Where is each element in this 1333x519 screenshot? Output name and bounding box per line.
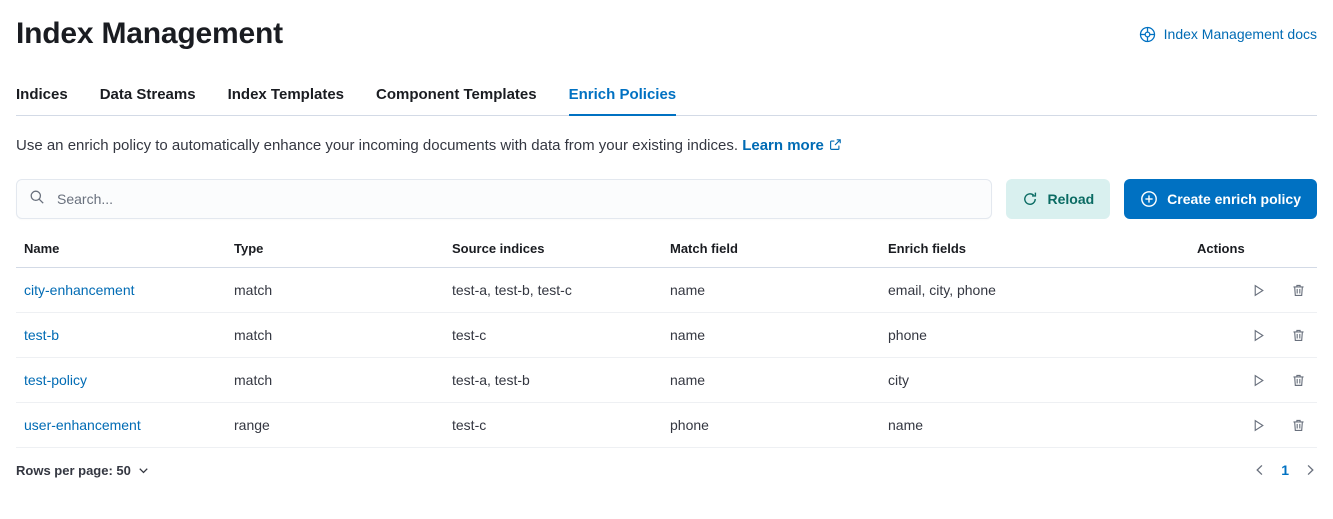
trash-icon[interactable] xyxy=(1289,326,1307,344)
cell-match-field: name xyxy=(670,268,888,313)
cell-source-indices: test-c xyxy=(452,313,670,358)
row-actions xyxy=(1197,326,1307,344)
rows-per-page-label: Rows per page: 50 xyxy=(16,462,131,478)
tab-indices[interactable]: Indices xyxy=(16,86,68,103)
tab-component-templates[interactable]: Component Templates xyxy=(376,86,537,103)
chevron-right-icon[interactable] xyxy=(1303,463,1317,477)
docs-link-label: Index Management docs xyxy=(1163,26,1317,42)
index-management-docs-link[interactable] xyxy=(1139,26,1317,43)
cell-match-field: phone xyxy=(670,403,888,448)
policy-name-link[interactable]: test-policy xyxy=(24,372,88,388)
cell-type: match xyxy=(234,313,452,358)
column-header-source-indices[interactable]: Source indices xyxy=(452,241,670,268)
trash-icon[interactable] xyxy=(1289,281,1307,299)
trash-icon[interactable] xyxy=(1289,416,1307,434)
page-title: Index Management xyxy=(16,17,283,50)
trash-icon[interactable] xyxy=(1289,371,1307,389)
create-enrich-policy-button[interactable] xyxy=(1124,179,1317,219)
page-description xyxy=(16,135,1317,157)
play-icon[interactable] xyxy=(1249,326,1267,344)
cell-enrich-fields: phone xyxy=(888,313,1197,358)
pagination xyxy=(1253,462,1317,478)
learn-more-label: Learn more xyxy=(742,137,824,154)
cell-source-indices: test-a, test-b, test-c xyxy=(452,268,670,313)
reload-button-label: Reload xyxy=(1047,191,1095,207)
cell-enrich-fields: city xyxy=(888,358,1197,403)
column-header-enrich-fields[interactable]: Enrich fields xyxy=(888,241,1197,268)
tab-index-templates[interactable]: Index Templates xyxy=(227,86,345,103)
table-row xyxy=(16,358,1317,403)
column-header-name[interactable]: Name xyxy=(16,241,234,268)
tab-enrich-policies[interactable]: Enrich Policies xyxy=(569,86,677,116)
row-actions xyxy=(1197,281,1307,299)
description-text: Use an enrich policy to automatically enhance your incoming documents with data from your existing indices. xyxy=(16,137,739,154)
cell-match-field: name xyxy=(670,358,888,403)
page-header xyxy=(16,0,1317,54)
external-link-icon xyxy=(829,135,842,157)
cell-source-indices: test-a, test-b xyxy=(452,358,670,403)
table-row xyxy=(16,313,1317,358)
tab-data-streams[interactable]: Data Streams xyxy=(99,86,196,103)
play-icon[interactable] xyxy=(1249,281,1267,299)
reload-button[interactable] xyxy=(1006,179,1110,219)
plus-circle-icon xyxy=(1140,190,1158,208)
column-header-match-field[interactable]: Match field xyxy=(670,241,888,268)
table-footer xyxy=(16,462,1317,478)
rows-per-page-selector[interactable] xyxy=(16,463,150,478)
toolbar xyxy=(16,179,1317,219)
cell-type: range xyxy=(234,403,452,448)
column-header-actions: Actions xyxy=(1197,241,1317,268)
policy-name-link[interactable]: test-b xyxy=(24,327,60,343)
cell-match-field: name xyxy=(670,313,888,358)
cell-enrich-fields: email, city, phone xyxy=(888,268,1197,313)
help-circle-icon xyxy=(1139,26,1156,43)
row-actions xyxy=(1197,416,1307,434)
policy-name-link[interactable]: city-enhancement xyxy=(24,282,135,298)
refresh-icon xyxy=(1022,191,1038,207)
cell-enrich-fields: name xyxy=(888,403,1197,448)
table-row xyxy=(16,268,1317,313)
chevron-down-icon xyxy=(137,464,150,477)
table-header-row xyxy=(16,241,1317,268)
search-icon xyxy=(29,189,55,210)
column-header-type[interactable]: Type xyxy=(234,241,452,268)
enrich-policies-table xyxy=(16,241,1317,448)
cell-type: match xyxy=(234,358,452,403)
search-input[interactable] xyxy=(55,180,979,218)
chevron-left-icon[interactable] xyxy=(1253,463,1267,477)
row-actions xyxy=(1197,371,1307,389)
cell-type: match xyxy=(234,268,452,313)
play-icon[interactable] xyxy=(1249,371,1267,389)
policy-name-link[interactable]: user-enhancement xyxy=(24,417,141,433)
play-icon[interactable] xyxy=(1249,416,1267,434)
tab-bar xyxy=(16,76,1317,116)
learn-more-link[interactable] xyxy=(742,135,842,157)
table-row xyxy=(16,403,1317,448)
page-number-1[interactable]: 1 xyxy=(1281,462,1289,478)
cell-source-indices: test-c xyxy=(452,403,670,448)
search-box[interactable] xyxy=(16,179,992,219)
create-button-label: Create enrich policy xyxy=(1167,191,1301,207)
